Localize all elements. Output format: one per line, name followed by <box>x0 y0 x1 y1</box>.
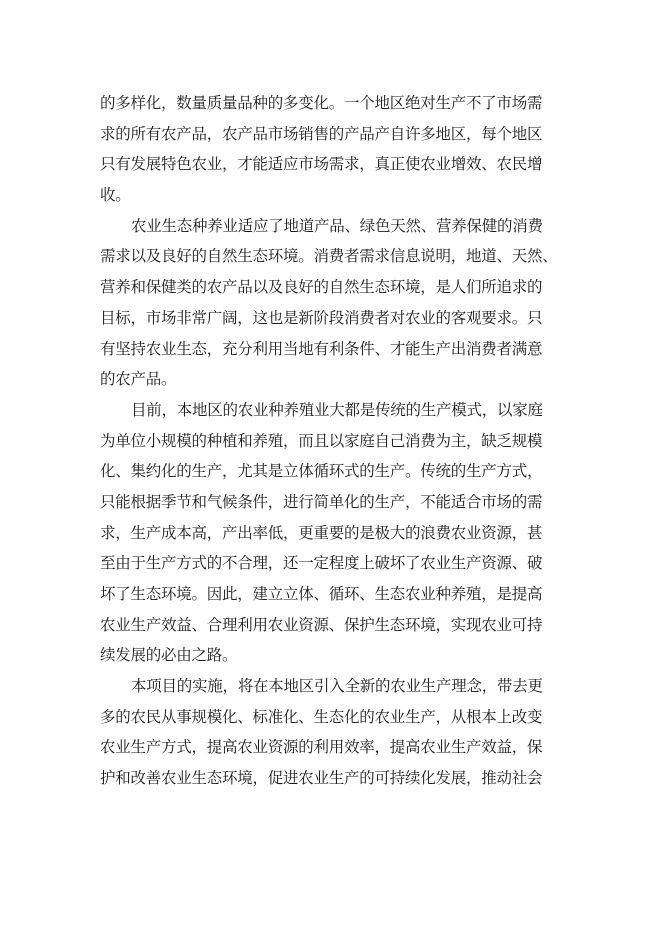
text-line: 需求以及良好的自然生态环境。消费者需求信息说明，地道、天然、 <box>100 247 558 266</box>
text-line: 农业生产方式，提高农业资源的利用效率，提高农业生产效益，保 <box>100 738 543 757</box>
text-line: 农业生产效益、合理利用农业资源、保护生态环境，实现农业可持 <box>100 615 543 634</box>
text-line: 有坚持农业生态，充分利用当地有利条件、才能生产出消费者满意 <box>100 339 543 358</box>
text-line: 多的农民从事规模化、标准化、生态化的农业生产，从根本上改变 <box>100 707 543 726</box>
text-line: 目标，市场非常广阔，这也是新阶段消费者对农业的客观要求。只 <box>100 308 543 327</box>
body-text <box>100 88 560 794</box>
text-line: 续发展的必由之路。 <box>100 646 238 665</box>
paragraph-first-line: 农业生态种养业适应了地道产品、绿色天然、营养保健的消费 <box>131 216 543 235</box>
text-line: 只有发展特色农业，才能适应市场需求，真正使农业增效、农民增 <box>100 155 543 174</box>
text-line: 为单位小规模的种植和养殖，而且以家庭自己消费为主，缺乏规模 <box>100 431 543 450</box>
text-line: 营养和保健类的农产品以及良好的自然生态环境，是人们所追求的 <box>100 278 543 297</box>
text-line: 坏了生态环境。因此，建立立体、循环、生态农业种养殖，是提高 <box>100 585 543 603</box>
text-line: 求的所有农产品，农产品市场销售的产品产自许多地区，每个地区 <box>100 124 543 143</box>
text-line: 化、集约化的生产，尤其是立体循环式的生产。传统的生产方式， <box>100 462 543 481</box>
paragraph-first-line: 目前，本地区的农业种养殖业大都是传统的生产模式，以家庭 <box>131 400 543 419</box>
paragraph-first-line: 本项目的实施，将在本地区引入全新的农业生产理念，带去更 <box>131 677 543 696</box>
text-line: 的农产品。 <box>100 370 177 389</box>
text-line: 求，生产成本高，产出率低，更重要的是极大的浪费农业资源，甚 <box>100 523 543 542</box>
text-line: 的多样化，数量质量品种的多变化。一个地区绝对生产不了市场需 <box>100 94 543 112</box>
text-line: 只能根据季节和气候条件，进行简单化的生产，不能适合市场的需 <box>100 492 543 511</box>
text-line: 护和改善农业生态环境，促进农业生产的可持续化发展，推动社会 <box>100 769 543 788</box>
text-line: 收。 <box>100 186 131 205</box>
text-line: 至由于生产方式的不合理，还一定程度上破坏了农业生产资源、破 <box>100 554 543 573</box>
